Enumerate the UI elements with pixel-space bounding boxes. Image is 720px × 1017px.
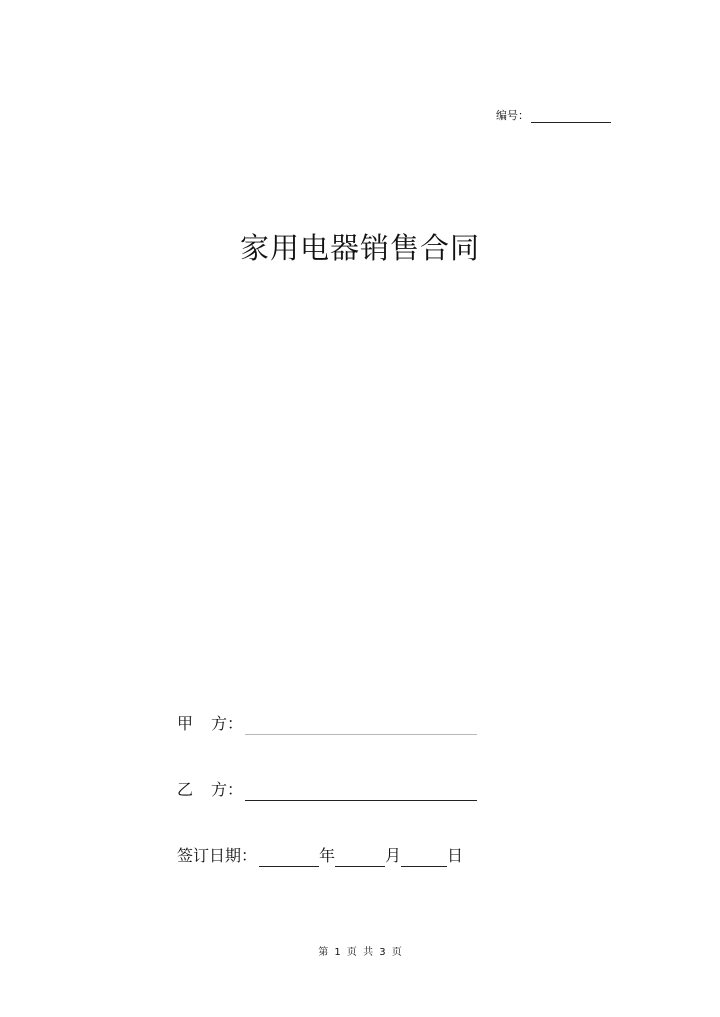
day-unit: 日 bbox=[447, 846, 464, 865]
party-b-label-rest: 方： bbox=[211, 780, 244, 799]
month-unit: 月 bbox=[385, 846, 402, 865]
month-blank bbox=[335, 848, 385, 867]
party-a-label-rest: 方： bbox=[211, 714, 244, 733]
year-unit: 年 bbox=[319, 846, 336, 865]
party-b-line bbox=[177, 779, 477, 801]
day-blank bbox=[401, 848, 447, 867]
serial-number-label: 编号： bbox=[496, 109, 529, 122]
signing-date-label: 签订日期： bbox=[177, 846, 258, 865]
party-a-line bbox=[177, 713, 477, 735]
party-b-blank bbox=[245, 782, 477, 801]
serial-number-line bbox=[496, 109, 611, 123]
year-blank bbox=[259, 848, 319, 867]
page-footer: 第 1 页 共 3 页 bbox=[318, 947, 402, 958]
party-a-label-first: 甲 bbox=[177, 714, 194, 733]
signing-date-line bbox=[177, 845, 463, 867]
document-title: 家用电器销售合同 bbox=[239, 231, 480, 265]
serial-number-blank bbox=[531, 110, 611, 123]
party-b-label-first: 乙 bbox=[177, 780, 194, 799]
party-a-blank bbox=[245, 716, 477, 735]
